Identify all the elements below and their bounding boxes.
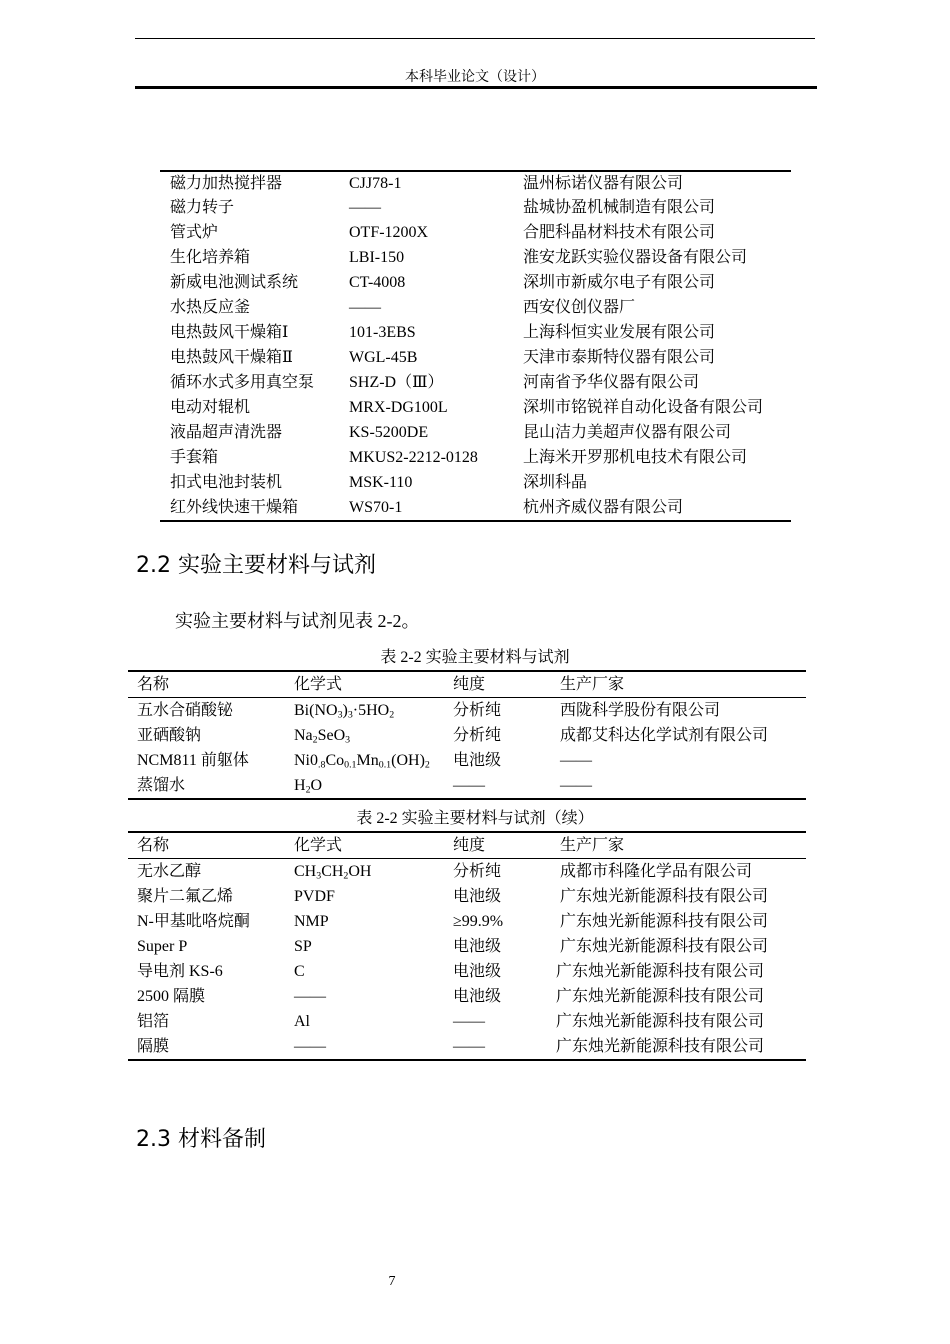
material-maker-cell: —— [560, 777, 592, 794]
material-maker-cell: 成都市科隆化学品有限公司 [560, 863, 753, 880]
equipment-name-cell: 电热鼓风干燥箱Ⅰ [170, 324, 289, 341]
formula-text: ·5HO [352, 702, 390, 719]
equipment-model-cell: WS70-1 [349, 499, 403, 516]
equipment-name-cell: 磁力转子 [170, 199, 235, 216]
materials-table-1 [128, 670, 806, 800]
equipment-model-cell: KS-5200DE [349, 424, 429, 441]
table-row [160, 295, 791, 320]
equipment-maker-cell: 河南省予华仪器有限公司 [523, 374, 700, 391]
material-formula-cell [294, 748, 453, 773]
material-name-cell: 导电剂 KS-6 [137, 963, 223, 980]
formula-subscript: 0.1 [378, 759, 392, 771]
table-row [128, 748, 806, 773]
section-heading-2-3: 2.3 材料备制 [136, 1127, 266, 1152]
table-row [160, 245, 791, 270]
material-name-cell: 蒸馏水 [137, 777, 186, 794]
equipment-name-cell: 磁力加热搅拌器 [170, 175, 283, 192]
header-rule-top [135, 38, 815, 39]
material-maker-cell: 广东烛光新能源科技有限公司 [556, 1013, 765, 1030]
column-header: 纯度 [453, 832, 560, 859]
table-row [128, 698, 806, 724]
table-row [128, 959, 806, 984]
material-maker-cell: —— [560, 752, 592, 769]
material-name-cell: 亚硒酸钠 [137, 727, 202, 744]
material-name-cell: 五水合硝酸铋 [137, 702, 234, 719]
equipment-name-cell: 电热鼓风干燥箱Ⅱ [170, 349, 293, 366]
material-name-cell: 2500 隔膜 [137, 988, 206, 1005]
formula-subscript: 0.1 [344, 759, 357, 771]
column-header: 纯度 [453, 671, 560, 698]
formula-text: (OH) [391, 752, 425, 769]
equipment-model-cell: OTF-1200X [349, 224, 429, 241]
column-header: 名称 [128, 671, 294, 698]
body-paragraph: 实验主要材料与试剂见表 2-2。 [175, 611, 420, 631]
formula-subscript: 2 [305, 784, 311, 796]
equipment-maker-cell: 淮安龙跃实验仪器设备有限公司 [523, 249, 748, 266]
section-heading-2-2: 2.2 实验主要材料与试剂 [136, 553, 376, 578]
equipment-model-cell: MKUS2-2212-0128 [349, 449, 478, 466]
column-header: 化学式 [294, 671, 453, 698]
table-row [160, 345, 791, 370]
material-maker-cell: 成都艾科达化学试剂有限公司 [560, 727, 769, 744]
material-maker-cell: 西陇科学股份有限公司 [560, 702, 721, 719]
material-maker-cell: 广东烛光新能源科技有限公司 [556, 963, 765, 980]
table-row [160, 420, 791, 445]
material-maker-cell: 广东烛光新能源科技有限公司 [560, 938, 769, 955]
equipment-model-cell: —— [349, 299, 381, 316]
table-row [128, 1009, 806, 1034]
material-purity-cell: 电池级 [453, 988, 502, 1005]
equipment-maker-cell: 深圳市新威尔电子有限公司 [523, 274, 716, 291]
equipment-model-cell: 101-3EBS [349, 324, 416, 341]
equipment-maker-cell: 杭州齐威仪器有限公司 [523, 499, 684, 516]
material-purity-cell: ≥99.9% [453, 913, 504, 930]
equipment-maker-cell: 天津市泰斯特仪器有限公司 [523, 349, 716, 366]
material-name-cell: 铝箔 [137, 1013, 170, 1030]
formula-text: OH [348, 863, 372, 880]
formula-subscript: 3 [337, 709, 343, 721]
table-row [160, 220, 791, 245]
table-caption-2-2: 表 2-2 实验主要材料与试剂 [380, 649, 570, 666]
equipment-maker-cell: 上海米开罗那机电技术有限公司 [523, 449, 748, 466]
formula-text: H [294, 777, 306, 794]
material-name-cell: NCM811 前躯体 [137, 752, 249, 769]
material-formula-cell [294, 859, 453, 885]
material-maker-cell: 广东烛光新能源科技有限公司 [556, 1038, 765, 1055]
formula-text: SP [294, 938, 312, 955]
material-maker-cell: 广东烛光新能源科技有限公司 [560, 888, 769, 905]
equipment-maker-cell: 温州标诺仪器有限公司 [523, 175, 684, 192]
equipment-name-cell: 新威电池测试系统 [170, 274, 299, 291]
formula-text: CH [321, 863, 344, 880]
formula-text: ) [342, 702, 348, 719]
equipment-maker-cell: 深圳市铭锐祥自动化设备有限公司 [523, 399, 764, 416]
table-row [128, 773, 806, 799]
formula-text: SeO [317, 727, 346, 744]
material-name-cell: Super P [137, 938, 188, 955]
table-header-row [128, 671, 806, 698]
formula-subscript: 2 [312, 734, 318, 746]
material-formula-cell [294, 773, 453, 799]
material-purity-cell: 电池级 [453, 938, 502, 955]
equipment-name-cell: 手套箱 [170, 449, 219, 466]
material-purity-cell: 电池级 [453, 963, 502, 980]
material-purity-cell: —— [453, 1038, 485, 1055]
equipment-maker-cell: 上海科恒实业发展有限公司 [523, 324, 716, 341]
formula-subscript: 2 [343, 870, 349, 882]
formula-text: CH [294, 863, 317, 880]
column-header: 生产厂家 [560, 671, 806, 698]
material-purity-cell: 电池级 [453, 888, 502, 905]
material-purity-cell: 分析纯 [453, 863, 502, 880]
column-header: 名称 [128, 832, 294, 859]
formula-text: —— [294, 988, 326, 1005]
material-formula-cell [294, 1034, 453, 1060]
material-formula-cell [294, 909, 453, 934]
table-caption-2-2-continued: 表 2-2 实验主要材料与试剂（续） [356, 810, 594, 827]
equipment-name-cell: 扣式电池封装机 [170, 474, 283, 491]
equipment-maker-cell: 昆山洁力美超声仪器有限公司 [523, 424, 732, 441]
equipment-name-cell: 液晶超声清洗器 [170, 424, 283, 441]
formula-subscript: 3 [347, 709, 353, 721]
material-purity-cell: —— [453, 777, 485, 794]
material-maker-cell: 广东烛光新能源科技有限公司 [560, 913, 769, 930]
formula-text: Ni0 [294, 752, 318, 769]
material-formula-cell [294, 723, 453, 748]
table-row [160, 270, 791, 295]
formula-text: NMP [294, 913, 329, 930]
table-row [160, 171, 791, 195]
table-row [160, 320, 791, 345]
material-formula-cell [294, 698, 453, 724]
equipment-name-cell: 循环水式多用真空泵 [170, 374, 315, 391]
formula-text: —— [294, 1038, 326, 1055]
material-purity-cell: 分析纯 [453, 727, 502, 744]
equipment-maker-cell: 合肥科晶材料技术有限公司 [523, 224, 716, 241]
material-name-cell: 隔膜 [137, 1038, 170, 1055]
table-row [160, 195, 791, 220]
formula-subscript: 2 [424, 759, 430, 771]
material-name-cell: N-甲基吡咯烷酮 [137, 913, 250, 930]
equipment-name-cell: 管式炉 [170, 224, 219, 241]
formula-text: O [310, 777, 323, 794]
formula-text: Co [325, 752, 345, 769]
table-row [128, 884, 806, 909]
table-header-row [128, 832, 806, 859]
formula-text: Bi(NO [294, 702, 338, 719]
material-name-cell: 聚片二氟乙烯 [137, 888, 234, 905]
equipment-name-cell: 生化培养箱 [170, 249, 251, 266]
equipment-model-cell: —— [349, 199, 381, 216]
equipment-model-cell: MRX-DG100L [349, 399, 448, 416]
equipment-name-cell: 红外线快速干燥箱 [170, 499, 299, 516]
table-row [160, 370, 791, 395]
equipment-table [160, 170, 791, 522]
equipment-model-cell: MSK-110 [349, 474, 413, 491]
material-purity-cell: —— [453, 1013, 485, 1030]
table-row [128, 934, 806, 959]
equipment-model-cell: SHZ-D（Ⅲ） [349, 374, 444, 391]
formula-text: Na [294, 727, 313, 744]
table-row [128, 909, 806, 934]
formula-subscript: 2 [389, 709, 395, 721]
material-formula-cell [294, 984, 453, 1009]
page-header-title: 本科毕业论文（设计） [405, 70, 545, 85]
formula-subscript: 3 [316, 870, 322, 882]
material-maker-cell: 广东烛光新能源科技有限公司 [556, 988, 765, 1005]
equipment-name-cell: 水热反应釜 [170, 299, 251, 316]
table-row [160, 395, 791, 420]
equipment-maker-cell: 深圳科晶 [523, 474, 588, 491]
material-formula-cell [294, 934, 453, 959]
table-row [160, 470, 791, 495]
column-header: 生产厂家 [560, 832, 806, 859]
material-name-cell: 无水乙醇 [137, 863, 202, 880]
equipment-name-cell: 电动对辊机 [170, 399, 251, 416]
header-rule-bottom [135, 86, 817, 89]
equipment-model-cell: CT-4008 [349, 274, 406, 291]
formula-subscript: 3 [345, 734, 351, 746]
table-row [128, 859, 806, 885]
table-row [160, 495, 791, 521]
material-purity-cell: 电池级 [453, 752, 502, 769]
column-header: 化学式 [294, 832, 453, 859]
material-formula-cell [294, 959, 453, 984]
formula-subscript: .8 [318, 759, 326, 771]
formula-text: Mn [356, 752, 379, 769]
equipment-model-cell: LBI-150 [349, 249, 405, 266]
equipment-maker-cell: 西安仪创仪器厂 [523, 299, 636, 316]
material-purity-cell: 分析纯 [453, 702, 502, 719]
formula-text: PVDF [294, 888, 335, 905]
equipment-model-cell: WGL-45B [349, 349, 418, 366]
material-formula-cell [294, 884, 453, 909]
table-row [128, 723, 806, 748]
material-formula-cell [294, 1009, 453, 1034]
page-number: 7 [388, 1274, 396, 1289]
formula-text: Al [294, 1013, 310, 1030]
equipment-maker-cell: 盐城协盈机械制造有限公司 [523, 199, 716, 216]
table-row [128, 984, 806, 1009]
materials-table-2 [128, 831, 806, 1061]
table-row [160, 445, 791, 470]
table-row [128, 1034, 806, 1060]
equipment-model-cell: CJJ78-1 [349, 175, 402, 192]
formula-text: C [294, 963, 305, 980]
